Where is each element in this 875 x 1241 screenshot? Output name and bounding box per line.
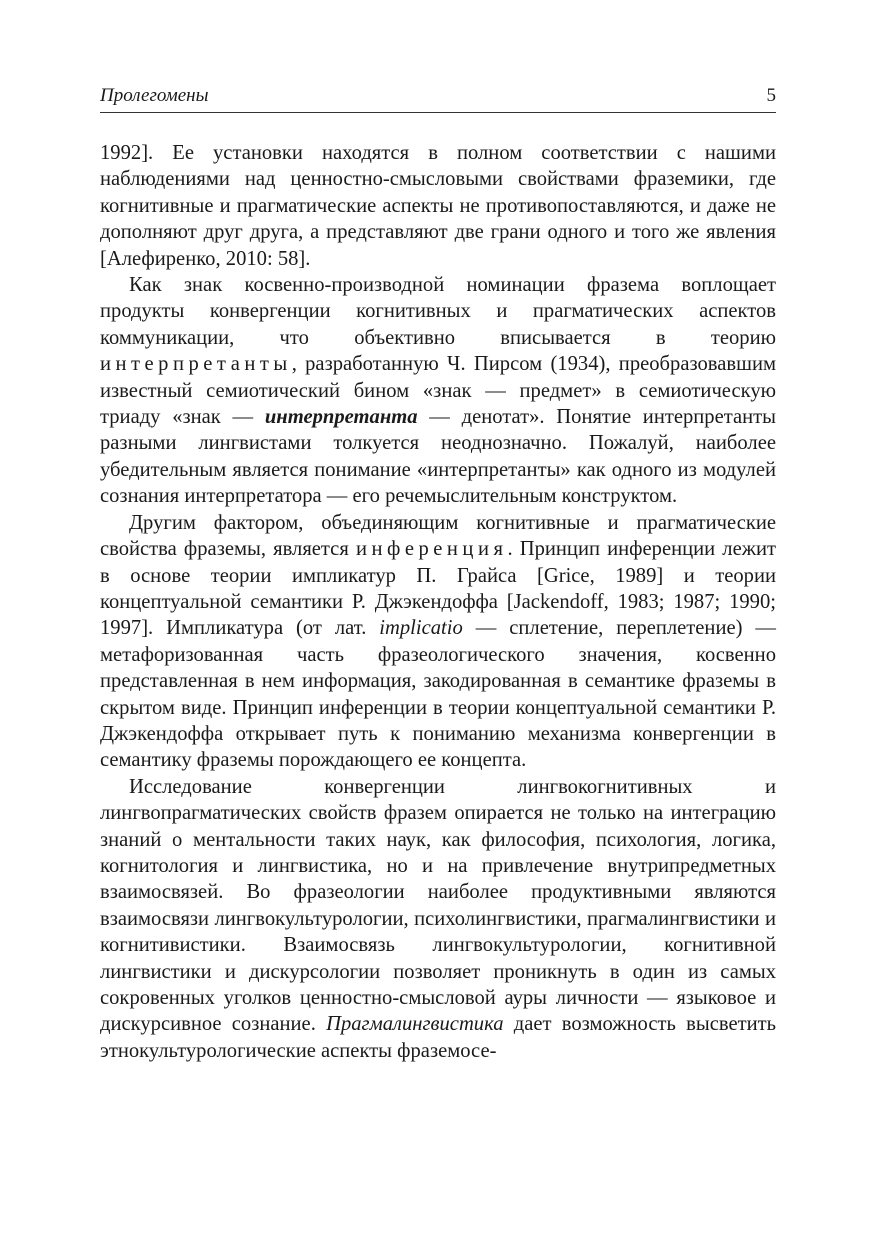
- paragraph-3-text-b: . Принцип инференции лежит в основе теории импликатур П. Грайса [Grice, 1989] и теории концептуальной семантики Р. Джэкендоффа [Jackendoff, 1983; 1987; 1990; 1997]. Импликатура (от лат.: [100, 538, 776, 640]
- italic-term-pragmalingvistika: Прагмалингвистика: [326, 1013, 504, 1036]
- book-page: [100, 0, 776, 1241]
- paragraph-2-text-a: Как знак косвенно-производной номинации фразема воплощает продукты конвергенции когнитивных и прагматических аспектов коммуникации, что объективно вписывается в теорию: [100, 274, 776, 349]
- paragraph-2-text-b: , разработанную Ч. Пирсом (1934), преобразовавшим известный семиотический бином «знак — предмет» в семиотическую триаду «знак —: [100, 353, 776, 429]
- spaced-term-inferentsiya: инференция: [355, 538, 508, 561]
- paragraph-2: [100, 272, 776, 510]
- paragraph-1: [100, 140, 776, 272]
- italic-term-implicatio: implicatio: [379, 617, 463, 640]
- paragraph-3-text-c: — сплетение, переплетение) — метафоризованная часть фразеологического значения, косвенно представленная в нем информация, закодированная в семантике фраземы в скрытом виде. Принцип инференции в теории концептуальной семантики Р. Джэкендоффа открывает путь к пониманию механизма конвергенции в семантику фраземы порождающего ее концепта.: [100, 617, 776, 772]
- paragraph-2-text-c: — денотат». Понятие интерпретанты разными лингвистами толкуется неоднозначно. Пожалуй, наиболее убедительным является понимание «интерпретанты» как одного из модулей сознания интерпретатора — его речемыслительным конструктом.: [100, 406, 776, 508]
- paragraph-3: [100, 510, 776, 774]
- spaced-term-interpretanty: интерпретанты: [100, 353, 292, 376]
- paragraph-4-text-b: дает возможность высветить этнокультурологические аспекты фраземосе-: [100, 1013, 776, 1062]
- page-number: 5: [766, 85, 776, 106]
- paragraph-4: [100, 774, 776, 1064]
- bold-term-interpretanta: интерпретанта: [264, 406, 418, 429]
- paragraph-1-text: 1992]. Ее установки находятся в полном соответствии с нашими наблюдениями над ценностно-смысловыми свойствами фраземики, где когнитивные и прагматические аспекты не противопоставляются, и даже не дополняют друг друга, а представляют две грани одного и того же явления [Алефиренко, 2010: 58].: [100, 142, 776, 270]
- running-title: Пролегомены: [100, 85, 209, 106]
- paragraph-4-text-a: Исследование конвергенции лингвокогнитивных и лингвопрагматических свойств фразем опирается не только на интеграцию знаний о ментальности таких наук, как философия, психология, логика, когнитология и лингвистика, но и на привлечение внутрипредметных взаимосвязей. Во фразеологии наиболее продуктивными являются взаимосвязи лингвокультурологии, психолингвистики, прагмалингвистики и когнитивистики. Взаимосвязь лингвокультурологии, когнитивной лингвистики и дискурсологии позволяет проникнуть в один из самых сокровенных уголков ценностно-смысловой ауры личности — языковое и дискурсивное сознание.: [100, 775, 776, 1036]
- running-header: [100, 84, 776, 113]
- body-text: [100, 140, 776, 1064]
- paragraph-3-text-a: Другим фактором, объединяющим когнитивные и прагматические свойства фраземы, является: [100, 511, 776, 561]
